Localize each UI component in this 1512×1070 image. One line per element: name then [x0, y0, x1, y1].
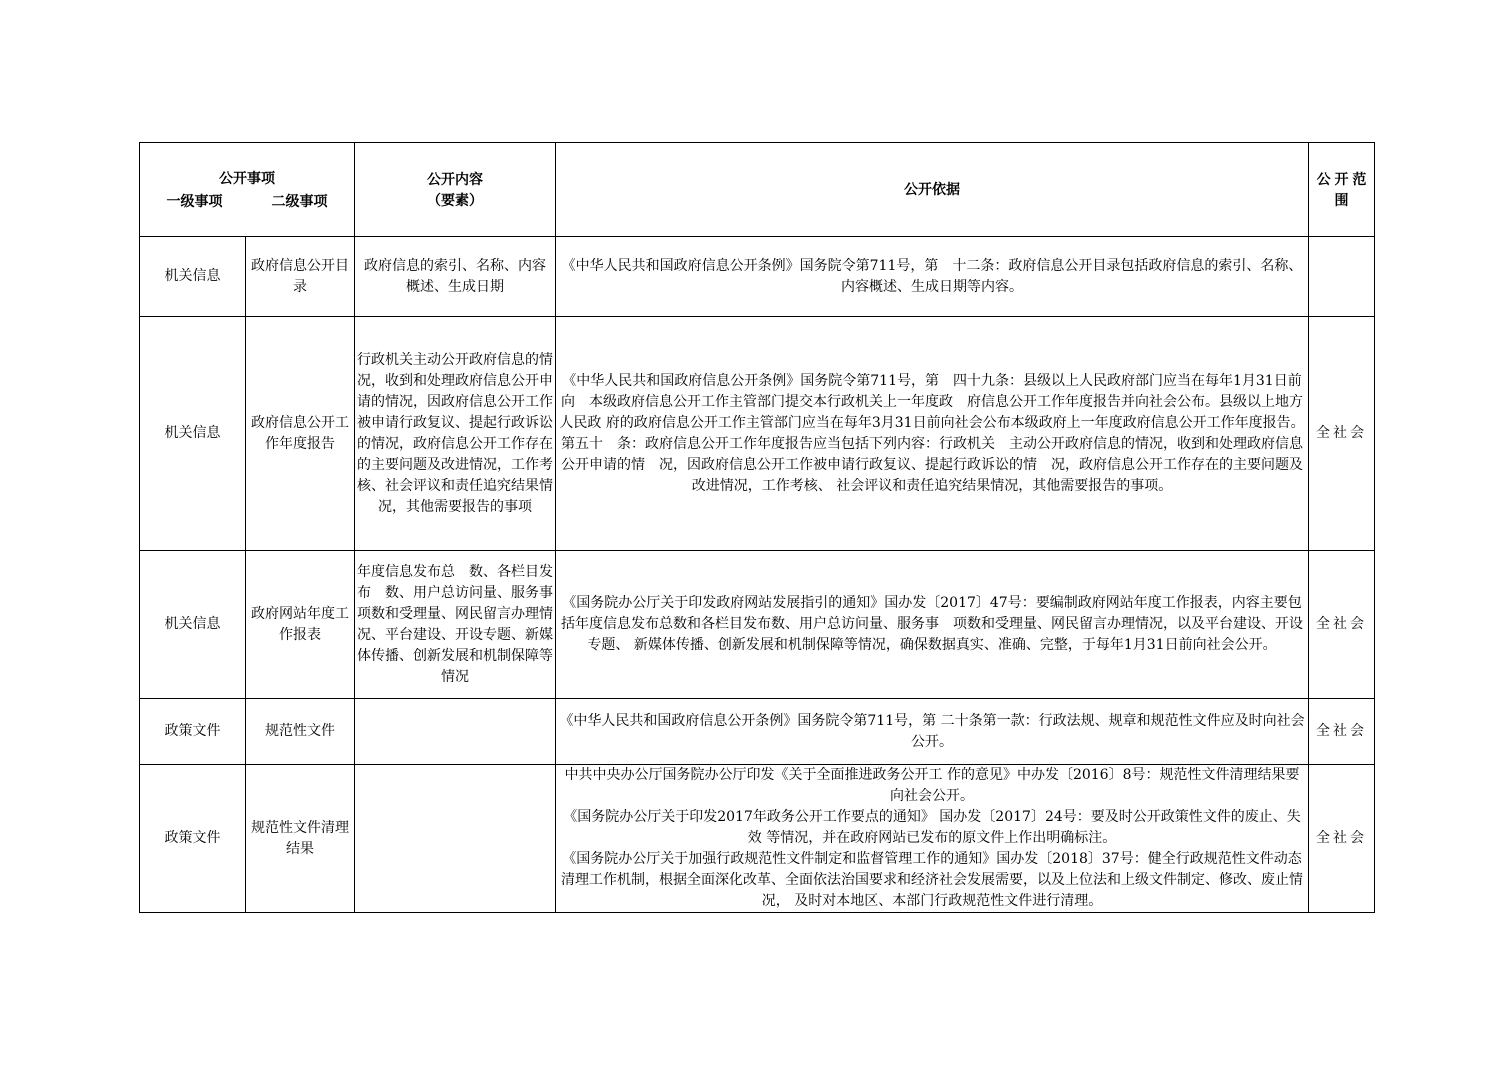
level1-cell: 机关信息	[140, 317, 246, 551]
scope-header: 公 开 范 围	[1309, 143, 1375, 237]
level2-cell: 政府网站年度工作报表	[246, 551, 355, 699]
level1-cell: 机关信息	[140, 551, 246, 699]
content-cell: 行政机关主动公开政府信息的情况，收到和处理政府信息公开申请的情况，因政府信息公开工作被申请行政复议、提起行政诉讼的情况，政府信息公开工作存在的主要问题及改进情况，工作考核、社会评议和责任追究结果情况，其他需要报告的事项	[355, 317, 556, 551]
content-cell: 政府信息的索引、名称、内容 概述、生成日期	[355, 237, 556, 317]
matter-header	[140, 143, 355, 237]
content-cell: 年度信息发布总 数、各栏目发布 数、用户总访问量、服务事项数和受理量、网民留言办理情况、平台建设、开设专题、新媒体传播、创新发展和机制保障等情况	[355, 551, 556, 699]
content-header	[355, 143, 556, 237]
table-row	[140, 699, 1375, 765]
level2-cell: 政府信息公开工作年度报告	[246, 317, 355, 551]
content-header-line1: 公开内容	[427, 170, 483, 187]
scope-cell: 全社会	[1309, 551, 1375, 699]
scope-cell: 全社会	[1309, 699, 1375, 765]
level1-cell: 政策文件	[140, 765, 246, 913]
level1-cell: 机关信息	[140, 237, 246, 317]
basis-cell: 《中华人民共和国政府信息公开条例》国务院令第711号，第 二十条第一款：行政法规、规章和规范性文件应及时向社会公开。	[556, 699, 1309, 765]
basis-cell: 《中华人民共和国政府信息公开条例》国务院令第711号，第 四十九条：县级以上人民政府部门应当在每年1月31日前向 本级政府信息公开工作主管部门提交本行政机关上一年度政 府信息公开工作年度报告并向社会公布。县级以上地方人民政 府的政府信息公开工作主管部门应当在每年3月31日前向社会公布本级政府上一年度政府信息公开工作年度报告。第五十 条：政府信息公开工作年度报告应当包括下列内容：行政机关 主动公开政府信息的情况，收到和处理政府信息公开申请的情 况，因政府信息公开工作被申请行政复议、提起行政诉讼的情 况，政府信息公开工作存在的主要问题及改进情况，工作考核、 社会评议和责任追究结果情况，其他需要报告的事项。	[556, 317, 1309, 551]
content-header-line2: （要素）	[427, 191, 483, 208]
basis-cell: 《国务院办公厅关于印发政府网站发展指引的通知》国办发〔2017〕47号：要编制政府网站年度工作报表，内容主要包 括年度信息发布总数和各栏目发布数、用户总访问量、服务事 项数和受理量、网民留言办理情况，以及平台建设、开设专题、 新媒体传播、创新发展和机制保障等情况，确保数据真实、准确、完整，于每年1月31日前向社会公开。	[556, 551, 1309, 699]
level1-cell: 政策文件	[140, 699, 246, 765]
table-row	[140, 765, 1375, 913]
content-cell	[355, 765, 556, 913]
level2-cell: 政府信息公开目录	[246, 237, 355, 317]
level2-cell: 规范性文件清理结果	[246, 765, 355, 913]
basis-cell: 中共中央办公厅国务院办公厅印发《关于全面推进政务公开工 作的意见》中办发〔2016〕8号：规范性文件清理结果要向社会公开。 《国务院办公厅关于印发2017年政务公开工作要点的通知》 国办发〔2017〕24号：要及时公开政策性文件的废止、失效 等情况，并在政府网站已发布的原文件上作出明确标注。 《国务院办公厅关于加强行政规范性文件制定和监督管理工作的通知》国办发〔2018〕37号：健全行政规范性文件动态 清理工作机制，根据全面深化改革、全面依法治国要求和经济社会发展需要，以及上位法和上级文件制定、修改、废止情况， 及时对本地区、本部门行政规范性文件进行清理。	[556, 765, 1309, 913]
header-row	[140, 143, 1375, 237]
scope-cell	[1309, 237, 1375, 317]
table-row	[140, 317, 1375, 551]
matter-title: 公开事项	[219, 169, 275, 186]
basis-cell: 《中华人民共和国政府信息公开条例》国务院令第711号，第 十二条：政府信息公开目录包括政府信息的索引、名称、内容概述、生成日期等内容。	[556, 237, 1309, 317]
basis-header: 公开依据	[556, 143, 1309, 237]
content-cell	[355, 699, 556, 765]
table-row	[140, 551, 1375, 699]
level2-cell: 规范性文件	[246, 699, 355, 765]
scope-cell: 全社会	[1309, 317, 1375, 551]
scope-cell: 全社会	[1309, 765, 1375, 913]
level2-header: 二级事项	[271, 192, 328, 209]
disclosure-table	[139, 142, 1375, 913]
level1-header: 一级事项	[166, 192, 223, 209]
table-row	[140, 237, 1375, 317]
